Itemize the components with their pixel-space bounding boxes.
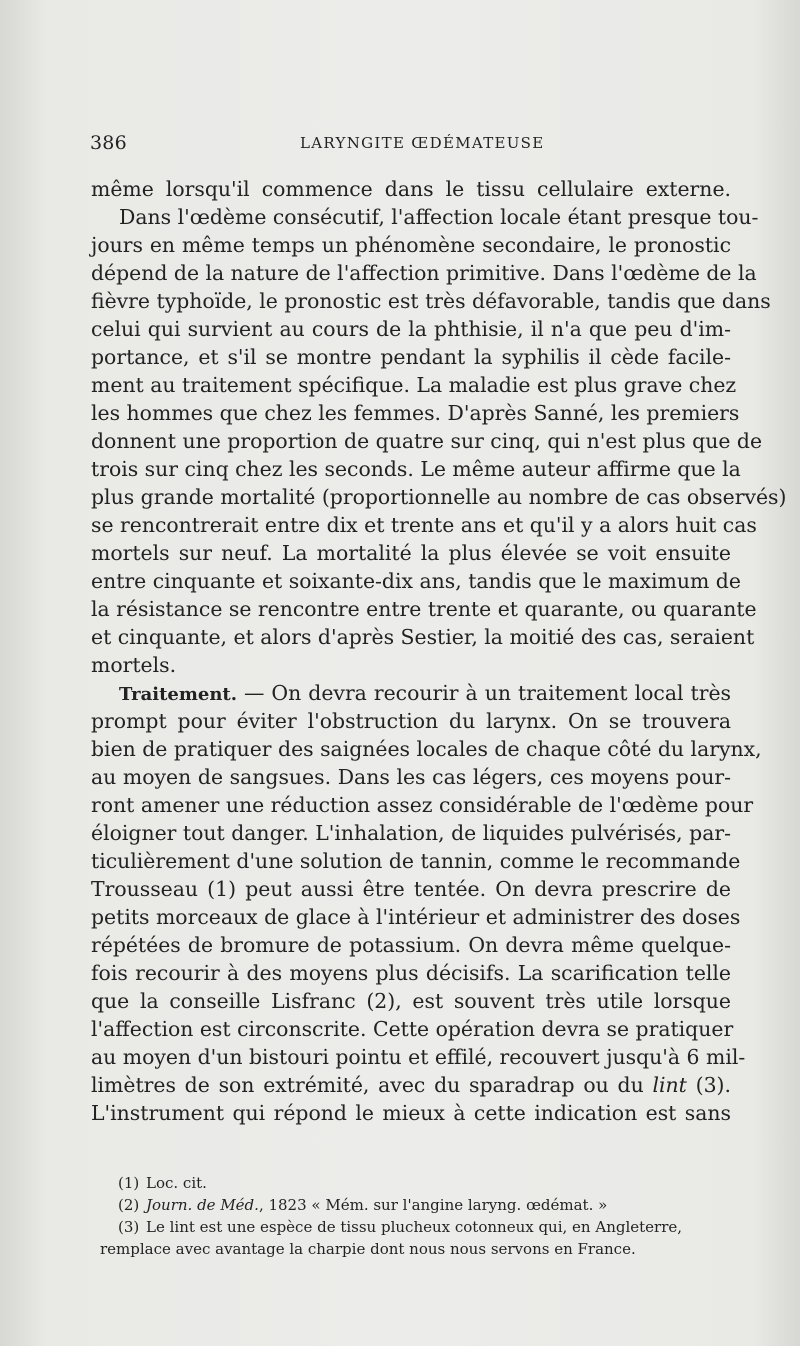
text-line: Trousseau (1) peut aussi être tentée. On devra prescrire de	[91, 877, 731, 901]
text-line: éloigner tout danger. L'inhalation, de liquides pulvérisés, par-	[91, 821, 731, 845]
footnote-text: Loc. cit.	[146, 1174, 207, 1192]
text-line: ticulièrement d'une solution de tannin, comme le recommande	[91, 849, 741, 873]
text-line: et cinquante, et alors d'après Sestier, la moitié des cas, seraient	[91, 625, 755, 649]
text-line: que la conseille Lisfranc (2), est souvent très utile lorsque	[91, 989, 731, 1013]
running-head: LARYNGITE ŒDÉMATEUSE	[300, 134, 545, 152]
text-line: trois sur cinq chez les seconds. Le même auteur affirme que la	[91, 457, 741, 481]
text-line: l'affection est circonscrite. Cette opération devra se pratiquer	[91, 1017, 734, 1041]
text-line: petits morceaux de glace à l'intérieur et administrer des doses	[91, 905, 741, 929]
text-line: prompt pour éviter l'obstruction du larynx. On se trouvera	[91, 709, 731, 733]
footnote-text: , 1823 « Mém. sur l'angine laryng. œdémat. »	[258, 1196, 608, 1214]
text-line: ment au traitement spécifique. La maladie est plus grave chez	[91, 373, 737, 397]
text-line: mortels sur neuf. La mortalité la plus élevée se voit ensuite	[91, 541, 731, 565]
footnote-italic-text: Journ. de Méd.	[146, 1196, 259, 1214]
text-line: répétées de bromure de potassium. On devra même quelque-	[91, 933, 731, 957]
text-line: au moyen d'un bistouri pointu et effilé, recouvert jusqu'à 6 mil-	[91, 1045, 746, 1069]
text-line-part: limètres de son extrémité, avec du sparadrap ou du	[91, 1073, 644, 1097]
text-line: plus grande mortalité (proportionnelle au nombre de cas observés)	[91, 485, 787, 509]
text-line: bien de pratiquer des saignées locales de chaque côté du larynx,	[91, 737, 762, 761]
footnote-1	[100, 1172, 740, 1194]
page-number: 386	[90, 132, 127, 154]
italic-word: lint	[652, 1073, 687, 1097]
text-line: celui qui survient au cours de la phthisie, il n'a que peu d'im-	[91, 317, 731, 341]
text-line: les hommes que chez les femmes. D'après Sanné, les premiers	[91, 401, 740, 425]
text-line: la résistance se rencontre entre trente et quarante, ou quarante	[91, 597, 757, 621]
footnote-2	[100, 1194, 740, 1216]
text-line: même lorsqu'il commence dans le tissu cellulaire externe.	[91, 177, 731, 201]
footnote-number: (1)	[118, 1174, 140, 1192]
text-line-part: (3).	[695, 1073, 731, 1097]
text-line: Dans l'œdème consécutif, l'affection locale étant presque tou-	[119, 205, 759, 229]
text-line: fièvre typhoïde, le pronostic est très défavorable, tandis que dans	[91, 289, 771, 313]
text-line: mortels.	[91, 653, 177, 677]
text-line: entre cinquante et soixante-dix ans, tandis que le maximum de	[91, 569, 741, 593]
text-line: L'instrument qui répond le mieux à cette indication est sans	[91, 1101, 731, 1125]
body-text	[91, 175, 787, 1127]
text-line: se rencontrerait entre dix et trente ans et qu'il y a alors huit cas	[91, 513, 757, 537]
footnote-3	[100, 1216, 740, 1238]
section-title: Traitement.	[119, 684, 238, 705]
footnote-text: Le lint est une espèce de tissu plucheux cotonneux qui, en Angleterre,	[146, 1218, 683, 1236]
text-line: portance, et s'il se montre pendant la syphilis il cède facile-	[91, 345, 731, 369]
text-line: dépend de la nature de l'affection primitive. Dans l'œdème de la	[91, 261, 757, 285]
footnote-number: (2)	[118, 1196, 140, 1214]
text-line: jours en même temps un phénomène secondaire, le pronostic	[91, 233, 731, 257]
text-line: fois recourir à des moyens plus décisifs. La scarification telle	[91, 961, 731, 985]
page-header	[90, 132, 730, 156]
footnote-number: (3)	[118, 1218, 140, 1236]
text-line: au moyen de sangsues. Dans les cas légers, ces moyens pour-	[91, 765, 731, 789]
section-first-line-text: — On devra recourir à un traitement local très	[244, 681, 731, 705]
footnotes	[100, 1172, 740, 1260]
section-first-line	[91, 679, 731, 707]
text-line: ront amener une réduction assez considérable de l'œdème pour	[91, 793, 754, 817]
footnote-3-continuation: remplace avec avantage la charpie dont nous nous servons en France.	[100, 1240, 636, 1258]
text-line: donnent une proportion de quatre sur cinq, qui n'est plus que de	[91, 429, 763, 453]
text-line-with-italic	[91, 1071, 731, 1099]
